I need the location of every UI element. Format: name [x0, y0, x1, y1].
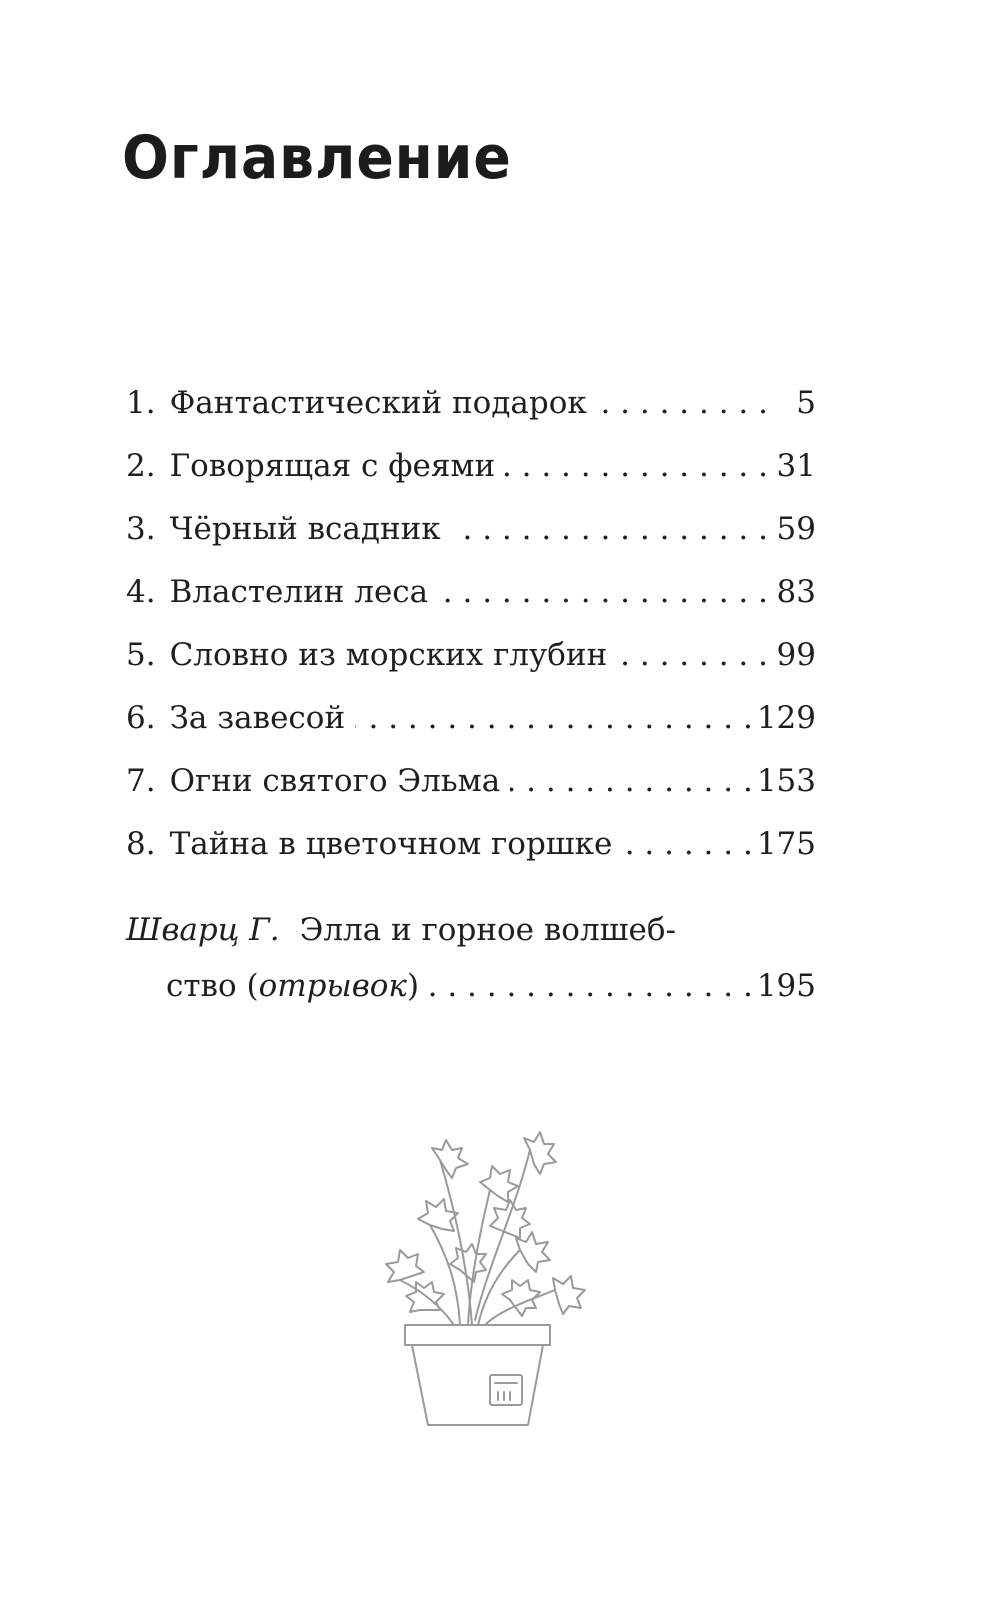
toc-dot-leader: [451, 514, 768, 545]
toc-entry-title: Чёрный всадник: [169, 511, 441, 547]
appendix-line-2: [126, 958, 816, 1014]
toc-entry-1[interactable]: [126, 372, 816, 435]
page-title: Оглавление: [122, 123, 512, 193]
toc-entry-3[interactable]: [126, 498, 816, 561]
toc-entry-number: 6.: [126, 700, 156, 736]
toc-entry-8[interactable]: [126, 813, 816, 876]
toc-entry-title: Словно из морских глубин: [169, 637, 608, 673]
toc-entry-6[interactable]: [126, 687, 816, 750]
toc-entry-page: 31: [776, 448, 816, 484]
appendix-line-1: [126, 902, 816, 958]
toc-entry-page: 83: [776, 574, 816, 610]
toc-entry-page: 99: [776, 637, 816, 673]
toc-entry-page: 153: [756, 763, 816, 799]
toc-dot-leader: [510, 766, 753, 797]
toc-entry-number: 8.: [126, 826, 156, 862]
toc-dot-leader: [597, 388, 768, 419]
toc-entry-title: Фантастический подарок: [169, 385, 587, 421]
toc-entry-title: Тайна в цветочном горшке: [169, 826, 613, 862]
toc-entry-number: 3.: [126, 511, 156, 547]
potted-plant-icon: [360, 1120, 590, 1440]
toc-entry-7[interactable]: [126, 750, 816, 813]
toc-entry-number: 5.: [126, 637, 156, 673]
toc-entry-page: 175: [756, 826, 816, 862]
appendix-title-pre: ство (: [166, 968, 259, 1004]
toc-entry-page: 129: [756, 700, 816, 736]
appendix-title-post: ): [406, 968, 420, 1004]
toc-entry-number: 2.: [126, 448, 156, 484]
table-of-contents: [126, 372, 816, 876]
appendix-title-part-1: Элла и горное волшеб-: [299, 912, 676, 948]
toc-dot-leader: [429, 968, 753, 1004]
toc-dot-leader: [355, 703, 753, 734]
toc-entry-title: Огни святого Эльма: [169, 763, 501, 799]
toc-entry-title: За завесой: [169, 700, 346, 736]
toc-dot-leader: [617, 640, 768, 671]
toc-entry-5[interactable]: [126, 624, 816, 687]
toc-appendix-entry[interactable]: [126, 902, 816, 1014]
appendix-page: 195: [756, 968, 816, 1004]
appendix-title-italic: отрывок: [258, 968, 407, 1004]
toc-entry-page: 59: [776, 511, 816, 547]
appendix-title-part-2: [166, 968, 419, 1004]
toc-dot-leader: [622, 829, 753, 860]
toc-entry-number: 4.: [126, 574, 156, 610]
toc-entry-title: Говорящая с феями: [169, 448, 496, 484]
toc-entry-page: 5: [796, 385, 816, 421]
toc-entry-2[interactable]: [126, 435, 816, 498]
toc-entry-number: 1.: [126, 385, 156, 421]
appendix-author: Шварц Г.: [126, 912, 280, 948]
toc-entry-4[interactable]: [126, 561, 816, 624]
toc-dot-leader: [438, 577, 768, 608]
toc-dot-leader: [505, 451, 768, 482]
toc-entry-number: 7.: [126, 763, 156, 799]
toc-entry-title: Властелин леса: [169, 574, 429, 610]
